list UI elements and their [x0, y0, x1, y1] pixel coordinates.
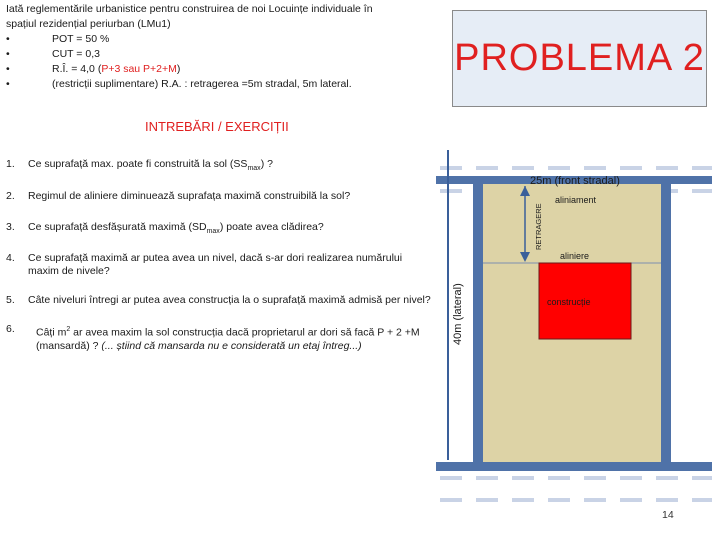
- question-text-part: ) ?: [260, 158, 273, 170]
- question-number: 2.: [6, 190, 15, 203]
- question-text-part: ar avea maxim la sol construcția dacă proprietarul ar dori să facă P + 2 +M (mansardă) ?: [36, 326, 420, 352]
- intro-line-2: spațiul rezidențial periurban (LMu1): [6, 18, 171, 30]
- question-superscript: 2: [66, 326, 71, 334]
- question-number: 3.: [6, 221, 15, 234]
- question-text-part: Ce suprafață desfășurată maximă (SD: [28, 221, 207, 234]
- question-number: 1.: [6, 158, 15, 170]
- building-label: construcție: [547, 297, 591, 307]
- bullet-text: CUT = 0,3: [52, 48, 100, 60]
- bullet-text: POT = 50 %: [52, 33, 110, 45]
- question-text: Ce suprafață maximă ar putea avea un nivel, dacă s-ar dori realizarea numărului maxim de nivele?: [28, 252, 403, 278]
- bullet-text-red: P+3 sau P+2+M: [101, 63, 177, 75]
- question-subscript: max: [206, 228, 220, 236]
- side-length-label: 40m (lateral): [452, 283, 464, 345]
- bullet-text: (restricții suplimentare) R.A. : retragerea =5m stradal, 5m lateral.: [52, 78, 352, 90]
- question-text-part: ) poate avea clădirea?: [219, 221, 324, 234]
- bullet-marker: •: [6, 33, 10, 45]
- bullet-marker: •: [6, 78, 10, 90]
- road-bottom: [436, 462, 712, 471]
- page-number: 14: [662, 509, 674, 521]
- bullet-text-prefix: R.Î. = 4,0 (: [52, 63, 102, 75]
- front-width-label: 25m (front stradal): [530, 175, 620, 187]
- intro-line-1: Iată reglementările urbanistice pentru construirea de noi Locuințe individuale în: [6, 3, 373, 15]
- question-number: 5.: [6, 294, 15, 307]
- problem-title: PROBLEMA 2: [454, 37, 705, 79]
- section-title: INTREBĂRI / EXERCIȚII: [145, 119, 289, 134]
- lot-boundary-left: [473, 184, 483, 462]
- question-text-italic: (... știind că mansarda nu e considerată un etaj întreg...): [101, 339, 362, 352]
- setback-label: RETRAGERE: [534, 203, 543, 250]
- question-subscript: max: [247, 165, 261, 173]
- question-text: Regimul de aliniere diminuează suprafața maximă construibilă la sol?: [28, 190, 351, 203]
- question-text: Câte niveluri întregi ar putea avea construcția la o suprafață maximă admisă per nivel?: [28, 294, 431, 307]
- bullet-marker: •: [6, 63, 10, 75]
- alignment-label: aliniere: [560, 251, 590, 261]
- lot-boundary-right: [661, 184, 671, 462]
- bullet-marker: •: [6, 48, 10, 60]
- question-number: 4.: [6, 252, 15, 265]
- question-number: 6.: [6, 323, 15, 336]
- alignment-top-label: aliniament: [555, 195, 597, 205]
- question-text-part: Câți m: [36, 326, 67, 339]
- question-text-part: Ce suprafață max. poate fi construită la sol (SS: [28, 158, 248, 170]
- bullet-text-suffix: ): [176, 63, 181, 75]
